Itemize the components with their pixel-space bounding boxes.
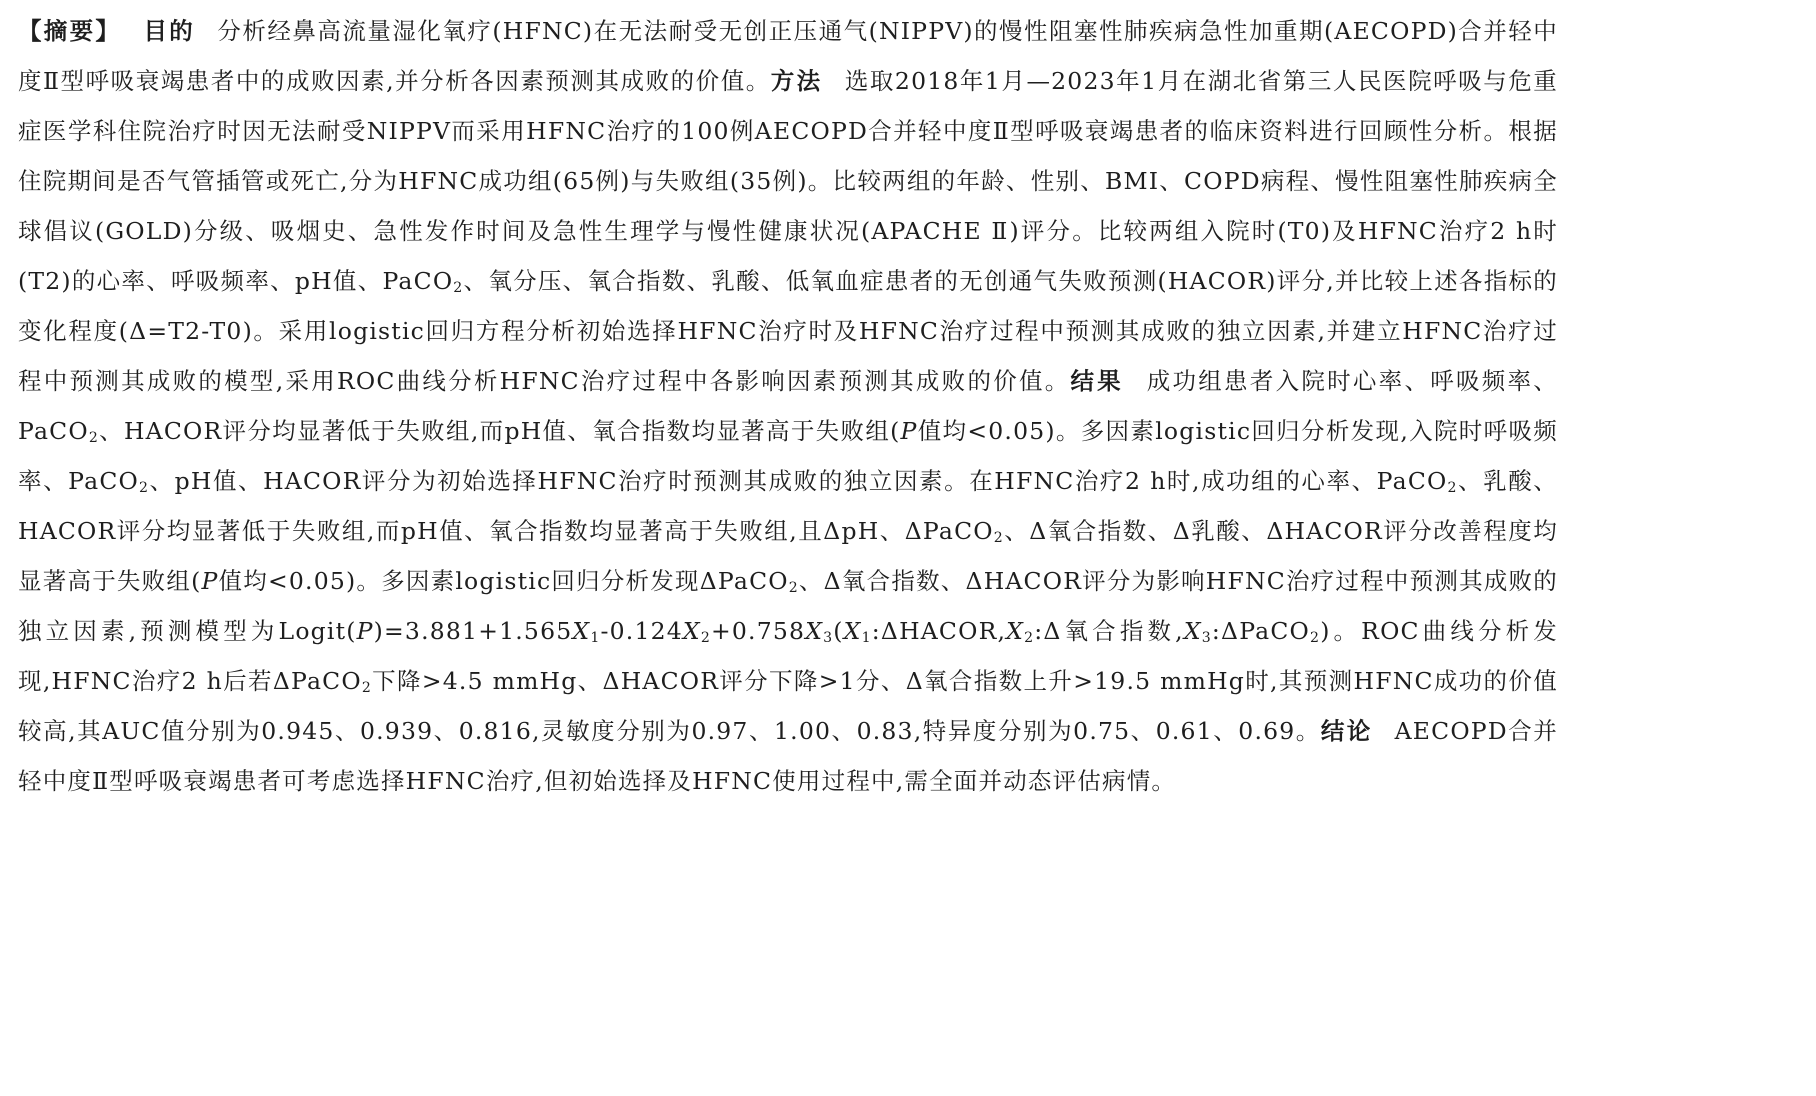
subscript: 2 bbox=[453, 280, 464, 296]
results-text: 值均<0.05)。多因素logistic回归分析发现ΔPaCO bbox=[218, 567, 789, 595]
subscript: 2 bbox=[88, 430, 99, 446]
results-text: ( bbox=[833, 617, 844, 645]
subscript: 3 bbox=[1201, 630, 1212, 646]
x-symbol: X bbox=[1183, 617, 1202, 645]
results-text: 、Δ氧合指数、ΔHACOR评分为影响HFNC治疗过程中预测其成败的独立因素,预测模型为Logit( bbox=[18, 567, 1558, 645]
x-symbol: X bbox=[805, 617, 824, 645]
abstract-label: 【摘要】 bbox=[18, 17, 122, 45]
results-text: )=3.881+1.565 bbox=[373, 617, 573, 645]
subscript: 2 bbox=[138, 480, 150, 496]
abstract-paragraph bbox=[18, 6, 1558, 806]
subscript: 2 bbox=[788, 580, 799, 596]
subscript: 1 bbox=[590, 630, 601, 646]
p-symbol: P bbox=[900, 417, 918, 445]
x-symbol: X bbox=[1006, 617, 1025, 645]
results-text: 、Δ氧合指数、Δ乳酸、ΔHACOR评分改善程度均显著高于失败组( bbox=[18, 517, 1558, 595]
results-text: -0.124 bbox=[600, 617, 683, 645]
results-text: 、乳酸、HACOR评分均显著低于失败组,而pH值、氧合指数均显著高于失败组,且ΔpH、ΔPaCO bbox=[18, 467, 1558, 545]
subscript: 2 bbox=[1447, 480, 1458, 496]
results-text: )。ROC曲线分析发现,HFNC治疗2 h后若ΔPaCO bbox=[18, 617, 1558, 695]
subscript: 1 bbox=[861, 630, 872, 646]
subscript: 3 bbox=[823, 630, 834, 646]
results-text: +0.758 bbox=[711, 617, 806, 645]
x-symbol: X bbox=[843, 617, 862, 645]
methods-text: 、氧分压、氧合指数、乳酸、低氧血症患者的无创通气失败预测(HACOR)评分,并比较上述各指标的变化程度(Δ=T2-T0)。采用logistic回归方程分析初始选择HFNC治疗时及HFNC治疗过程中预测其成败的独立因素,并建立HFNC治疗过程中预测其成败的模型,采用ROC曲线分析HFNC治疗过程中各影响因素预测其成败的价值。 bbox=[18, 267, 1558, 395]
methods-text: 选取2018年1月—2023年1月在湖北省第三人民医院呼吸与危重症医学科住院治疗时因无法耐受NIPPV而采用HFNC治疗的100例AECOPD合并轻中度Ⅱ型呼吸衰竭患者的临床资料进行回顾性分析。根据住院期间是否气管插管或死亡,分为HFNC成功组(65例)与失败组(35例)。比较两组的年龄、性别、BMI、COPD病程、慢性阻塞性肺疾病全球倡议(GOLD)分级、吸烟史、急性发作时间及急性生理学与慢性健康状况(APACHE Ⅱ)评分。比较两组入院时(T0)及HFNC治疗2 h时(T2)的心率、呼吸频率、pH值、PaCO bbox=[18, 67, 1558, 295]
results-text: :ΔHACOR, bbox=[871, 617, 1007, 645]
results-text: 、pH值、HACOR评分为初始选择HFNC治疗时预测其成败的独立因素。在HFNC治疗2 h时,成功组的心率、PaCO bbox=[149, 467, 1448, 495]
results-text: 、HACOR评分均显著低于失败组,而pH值、氧合指数均显著高于失败组( bbox=[99, 417, 901, 445]
results-text: 下降>4.5 mmHg、ΔHACOR评分下降>1分、Δ氧合指数上升>19.5 mmHg时,其预测HFNC成功的价值较高,其AUC值分别为0.945、0.939、0.816,灵敏度分别为0.97、1.00、0.83,特异度分别为0.75、0.61、0.69。 bbox=[18, 667, 1558, 745]
results-text: :ΔPaCO bbox=[1211, 617, 1311, 645]
x-symbol: X bbox=[572, 617, 591, 645]
objective-text: 分析经鼻高流量湿化氧疗(HFNC)在无法耐受无创正压通气(NIPPV)的慢性阻塞性肺疾病急性加重期(AECOPD)合并轻中度Ⅱ型呼吸衰竭患者中的成败因素,并分析各因素预测其成败的价值。 bbox=[18, 17, 1558, 95]
methods-heading: 方法 bbox=[770, 67, 823, 95]
results-text: 值均<0.05)。多因素logistic回归分析发现,入院时呼吸频率、PaCO bbox=[18, 417, 1558, 495]
subscript: 2 bbox=[1024, 630, 1035, 646]
subscript: 2 bbox=[700, 630, 712, 646]
p-symbol: P bbox=[201, 567, 219, 595]
objective-heading: 目的 bbox=[143, 17, 196, 45]
results-text: 成功组患者入院时心率、呼吸频率、PaCO bbox=[18, 367, 1558, 445]
conclusion-text: AECOPD合并轻中度Ⅱ型呼吸衰竭患者可考虑选择HFNC治疗,但初始选择及HFNC使用过程中,需全面并动态评估病情。 bbox=[18, 717, 1558, 795]
subscript: 2 bbox=[361, 680, 372, 696]
x-symbol: X bbox=[682, 617, 701, 645]
subscript: 2 bbox=[1310, 630, 1321, 646]
results-text: :Δ氧合指数, bbox=[1034, 617, 1184, 645]
subscript: 2 bbox=[993, 530, 1004, 546]
results-heading: 结果 bbox=[1070, 367, 1124, 395]
p-symbol: P bbox=[356, 617, 374, 645]
conclusion-heading: 结论 bbox=[1320, 717, 1373, 745]
